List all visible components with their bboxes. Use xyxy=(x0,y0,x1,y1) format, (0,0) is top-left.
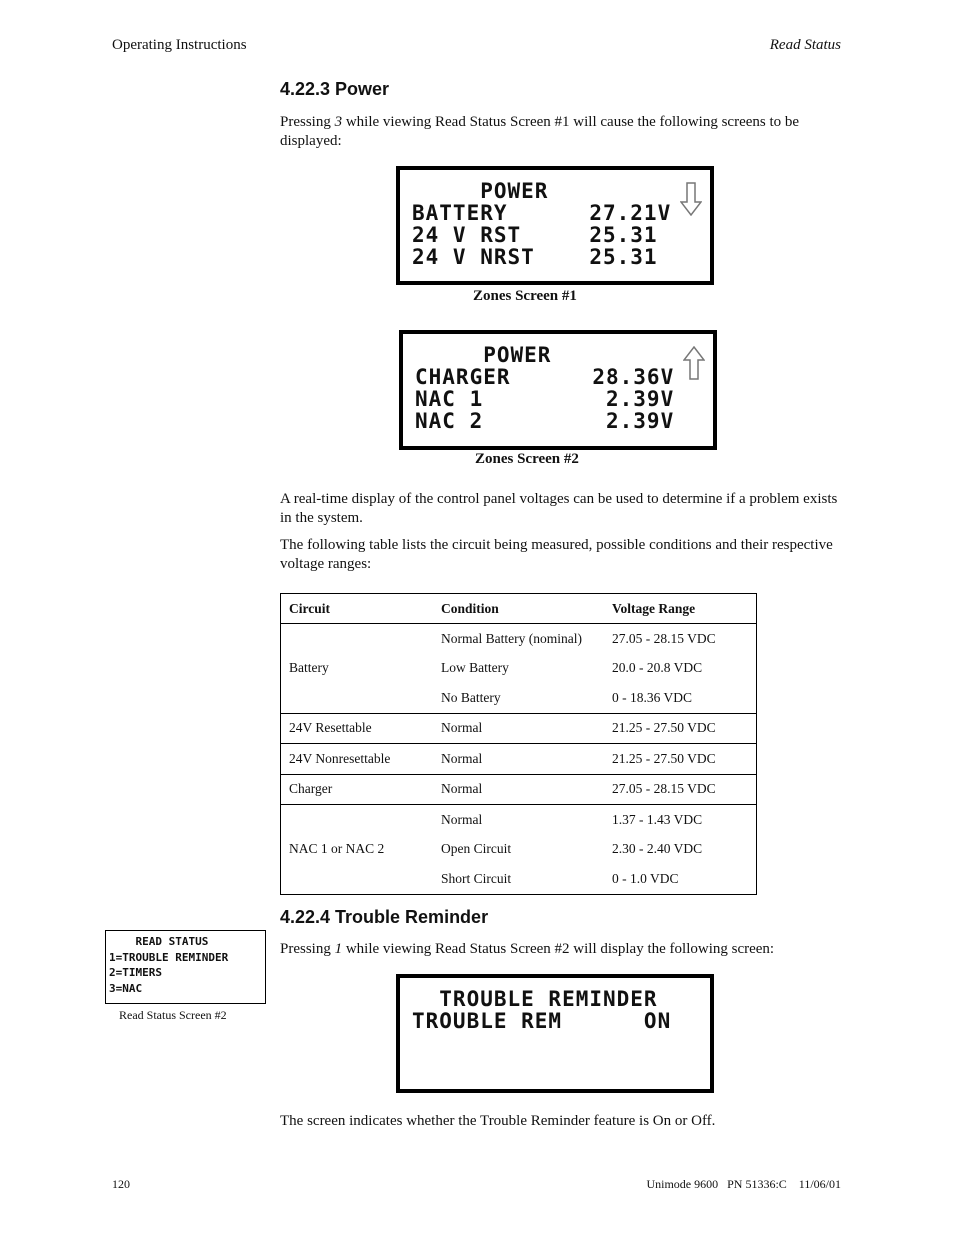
lcd-line: TROUBLE REMINDER xyxy=(412,987,658,1011)
lcd-trouble-reminder-screen xyxy=(396,974,714,1093)
range-cell: 0 - 18.36 VDC xyxy=(612,689,693,705)
document-id: Unimode 9600 PN 51336:C 11/06/01 xyxy=(646,1177,841,1191)
lcd-line: 2=TIMERS xyxy=(109,966,162,979)
lcd-zones-screen-2 xyxy=(399,330,717,450)
sidebar-read-status-screen-2 xyxy=(105,930,266,1004)
circuit-cell: NAC 1 or NAC 2 xyxy=(281,805,434,895)
table-row xyxy=(281,624,757,654)
condition-cell: No Battery xyxy=(441,689,501,705)
trouble-intro: Pressing 1 while viewing Read Status Screen #2 will display the following screen: xyxy=(280,941,775,957)
circuit-cell: Charger xyxy=(281,774,434,805)
column-header: Voltage Range xyxy=(604,594,757,624)
table-row xyxy=(281,744,757,775)
voltage-table xyxy=(280,593,757,895)
lcd-line: 24 V NRST 25.31 xyxy=(412,245,658,269)
lcd-line xyxy=(412,1054,710,1076)
condition-cell: Normal xyxy=(433,774,604,805)
lcd-line: TROUBLE REM ON xyxy=(412,1009,672,1033)
range-cell: 21.25 - 27.50 VDC xyxy=(604,713,757,744)
condition-cell: Normal xyxy=(433,744,604,775)
condition-cell: Open Circuit xyxy=(441,841,512,857)
lcd-line: POWER xyxy=(412,179,549,203)
power-para-2: The following table lists the circuit being measured, possible conditions and their respective voltage ranges: xyxy=(280,537,833,572)
running-header-right: Read Status xyxy=(769,37,841,53)
circuit-cell: Battery xyxy=(281,624,434,714)
page-number: 120 xyxy=(112,1177,130,1191)
condition-cell: Normal xyxy=(433,805,604,835)
caption-read-status-screen-2: Read Status Screen #2 xyxy=(119,1008,227,1022)
lcd-line: 1=TROUBLE REMINDER xyxy=(109,950,229,964)
condition-cell: Normal xyxy=(433,713,604,744)
lcd-line: NAC 2 2.39V xyxy=(415,409,675,433)
range-cell: 27.05 - 28.15 VDC xyxy=(604,624,757,654)
lcd-line: CHARGER 28.36V xyxy=(415,365,675,389)
table-row xyxy=(281,713,757,744)
circuit-cell: 24V Resettable xyxy=(281,713,434,744)
table-row xyxy=(281,805,757,835)
range-cell: 0 - 1.0 VDC xyxy=(612,870,679,886)
lcd-line: BATTERY 27.21V xyxy=(412,201,672,225)
condition-cell: Low Battery xyxy=(441,660,509,676)
section-heading-power: 4.22.3 Power xyxy=(280,79,390,99)
key-number: 3 xyxy=(334,114,343,130)
range-cell: 27.05 - 28.15 VDC xyxy=(604,774,757,805)
table-header-row xyxy=(281,594,757,624)
range-cell: 20.0 - 20.8 VDC xyxy=(612,660,703,676)
circuit-cell: 24V Nonresettable xyxy=(281,744,434,775)
range-cell: 1.37 - 1.43 VDC xyxy=(604,805,757,835)
lcd-line: NAC 1 2.39V xyxy=(415,387,675,411)
condition-cell: Short Circuit xyxy=(441,870,512,886)
power-para-1: A real-time display of the control panel voltages can be used to determine if a problem exists in the system. xyxy=(280,491,838,526)
up-arrow-icon xyxy=(683,346,705,380)
caption-zones-screen-1: Zones Screen #1 xyxy=(473,288,577,304)
column-header: Circuit xyxy=(281,594,434,624)
lcd-line: POWER xyxy=(415,343,552,367)
lcd-line: 3=NAC xyxy=(109,981,143,995)
key-number: 1 xyxy=(334,941,343,957)
section-heading-trouble-reminder: 4.22.4 Trouble Reminder xyxy=(280,907,489,927)
trouble-closing: The screen indicates whether the Trouble Reminder feature is On or Off. xyxy=(280,1113,716,1129)
condition-cell: Normal Battery (nominal) xyxy=(433,624,604,654)
range-cell: 21.25 - 27.50 VDC xyxy=(604,744,757,775)
running-header-left: Operating Instructions xyxy=(112,37,247,53)
lcd-zones-screen-1 xyxy=(396,166,714,285)
column-header: Condition xyxy=(433,594,604,624)
caption-zones-screen-2: Zones Screen #2 xyxy=(475,451,579,467)
power-intro: Pressing 3 while viewing Read Status Screen #1 will cause the following screens to be displayed: xyxy=(280,114,800,149)
lcd-line: READ STATUS xyxy=(109,935,209,948)
table-row xyxy=(281,774,757,805)
range-cell: 2.30 - 2.40 VDC xyxy=(612,841,703,857)
lcd-line: 24 V RST 25.31 xyxy=(412,223,658,247)
lcd-line xyxy=(412,1032,710,1054)
down-arrow-icon xyxy=(680,182,702,216)
